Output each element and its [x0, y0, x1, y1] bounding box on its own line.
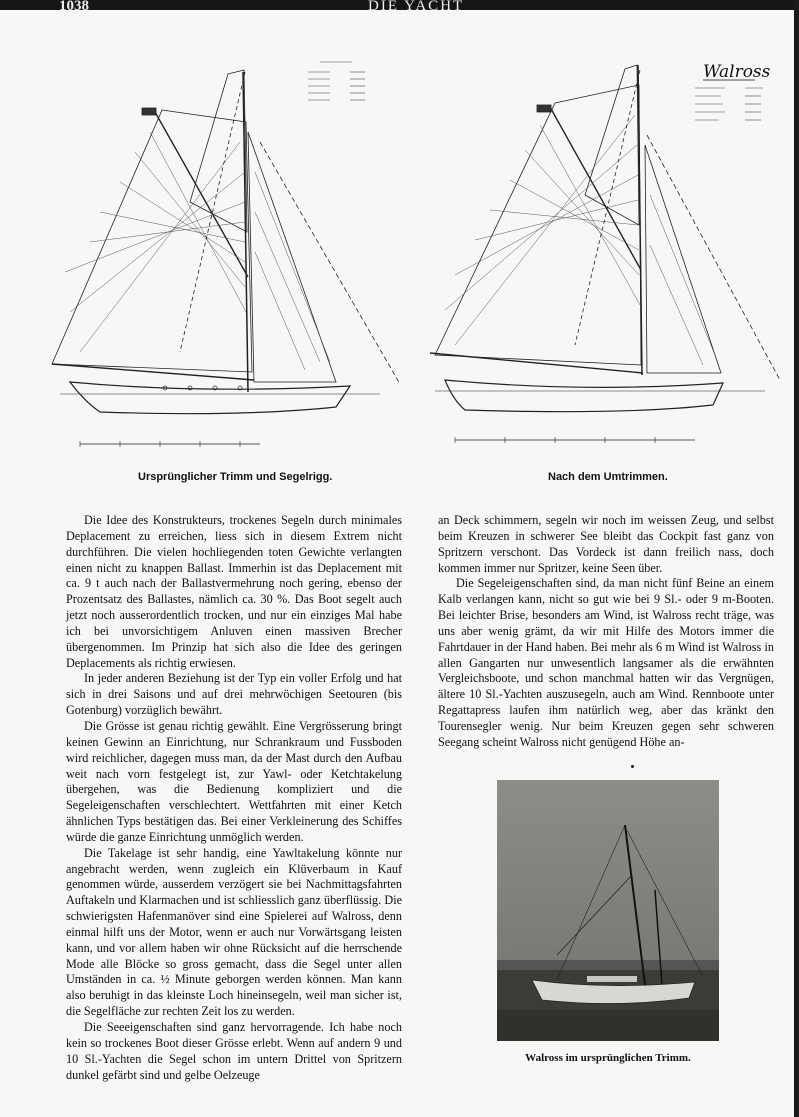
paragraph: Die Takelage ist sehr handig, eine Yawltakelung könnte nur angebracht werden, wenn zugleich ein Klüverbaum in Kauf genommen würde, ausserdem verzögert sie bei Nachmittagsfahrten Auftakeln und Klarmachen und ist schliesslich ganz überflüssig. Die schwierigsten Hafenmanöver sind eine Spielerei auf Walross, denn einmal hilft uns der Motor, wenn er auch nur Vorwärtsgang leisten kann, und vor allem haben wir ohne Rücksicht auf die herrschende Mode alle Blöcke so gross gemacht, dass die Segel unter allen Umständen in ca. ½ Minute geborgen werden können. Man kann also beruhigt in das kleinste Loch hineinsegeln, weil man sicher ist, die Segelfläche zur rechten Zeit los zu werden.: [66, 845, 402, 1019]
page-number: 1038: [59, 0, 89, 14]
sail-plan-retrimmed: [425, 55, 795, 455]
text-column-left: [66, 513, 402, 1083]
running-title: DIE YACHT: [368, 0, 465, 14]
ink-dot: [631, 765, 634, 768]
paragraph: Die Seeeigenschaften sind ganz hervorragende. Ich habe noch kein so trockenes Boot dieser Grösse erlebt. Wenn auf andern 9 und 10 Sl.-Yachten die Segel schon im untern Drittel von Spritzern dunkel gefärbt sind und gelbe Oelzeuge: [66, 1020, 402, 1082]
text-column-right: [438, 513, 774, 751]
left-figure-caption: Ursprünglicher Trimm und Segelrigg.: [138, 471, 333, 483]
sail-plan-original: [40, 52, 410, 452]
paragraph: Die Idee des Konstrukteurs, trockenes Segeln durch minimales Deplacement zu erreichen, liess sich in diesem Extrem nicht durchführen. Die vielen hochliegenden toten Gewichte verlangten einen nicht zu knappen Ballast. Immerhin ist das Deplacement mit ca. 9 t auch nach der Ballastvermehrung noch gering, ebenso der Prozentsatz des Ballastes, nämlich ca. 30 %. Das Boot segelt auch jetzt noch ausserordentlich trocken, und nur ein einziges Mal habe ich bei unvorsichtigem Anluven einen massiven Brecher übergenommen. Im Prinzip hat sich also die Idee des geringen Deplacements als richtig erwiesen.: [66, 513, 402, 670]
paragraph: Die Grösse ist genau richtig gewählt. Eine Vergrösserung bringt keinen Gewinn an Einrichtung, nur Schrankraum und Fussboden wird reichlicher, dagegen muss man, da der Mast durch den Aufbau weit nach vorn festgelegt ist, zur Yawl- oder Ketchtakelung übergehen, was die Bedienung kompliziert und die Segeleigenschaften verschlechtert. Wettfahrten mit einer Ketch ähnlichen Typs bestätigen das. Bei einer Verkleinerung des Schiffes würde die ganze Einrichtung unmöglich werden.: [66, 718, 402, 844]
photo-caption: Walross im ursprünglichen Trimm.: [525, 1052, 691, 1064]
paragraph: an Deck schimmern, segeln wir noch im weissen Zeug, und selbst beim Kreuzen in schwerer See bleibt das Cockpit fast ganz von Spritzern verschont. Das Vordeck ist dann freilich nass, doch kommen immer nur Spritzer, keine Seen über.: [438, 513, 774, 575]
paragraph: In jeder anderen Beziehung ist der Typ ein voller Erfolg und hat sich in drei Saisons und auf drei mehrwöchigen Seetouren (bis Gotenburg) vorzüglich bewährt.: [66, 671, 402, 718]
walross-photo: [497, 780, 719, 1041]
right-figure-caption: Nach dem Umtrimmen.: [548, 471, 668, 483]
walross-table-title: Walross: [703, 62, 771, 82]
paragraph: Die Segeleigenschaften sind, da man nicht fünf Beine an einem Kalb verlangen kann, nicht so gut wie bei 9 Sl.- oder 9 m-Booten. Bei leichter Brise, besonders am Wind, ist Walross recht träge, was uns aber wenig grämt, da wir mit Hilfe des Motors immer die Fahrtdauer in der Hand haben. Bei mehr als 6 m Wind ist Walross in allen Gangarten nur unwesentlich langsamer als die erwähnten Vergleichsboote, und schon manchmal hatten wir das Vergnügen, ältere 10 Sl.-Yachten auszusegeln, auch am Wind. Rennboote unter Regattapress laufen ihm natürlich weg, aber das kränkt den Tourensegler wenig. Nur beim Kreuzen gegen sehr schweren Seegang scheint Walross nicht genügend Höhe an-: [438, 576, 774, 749]
